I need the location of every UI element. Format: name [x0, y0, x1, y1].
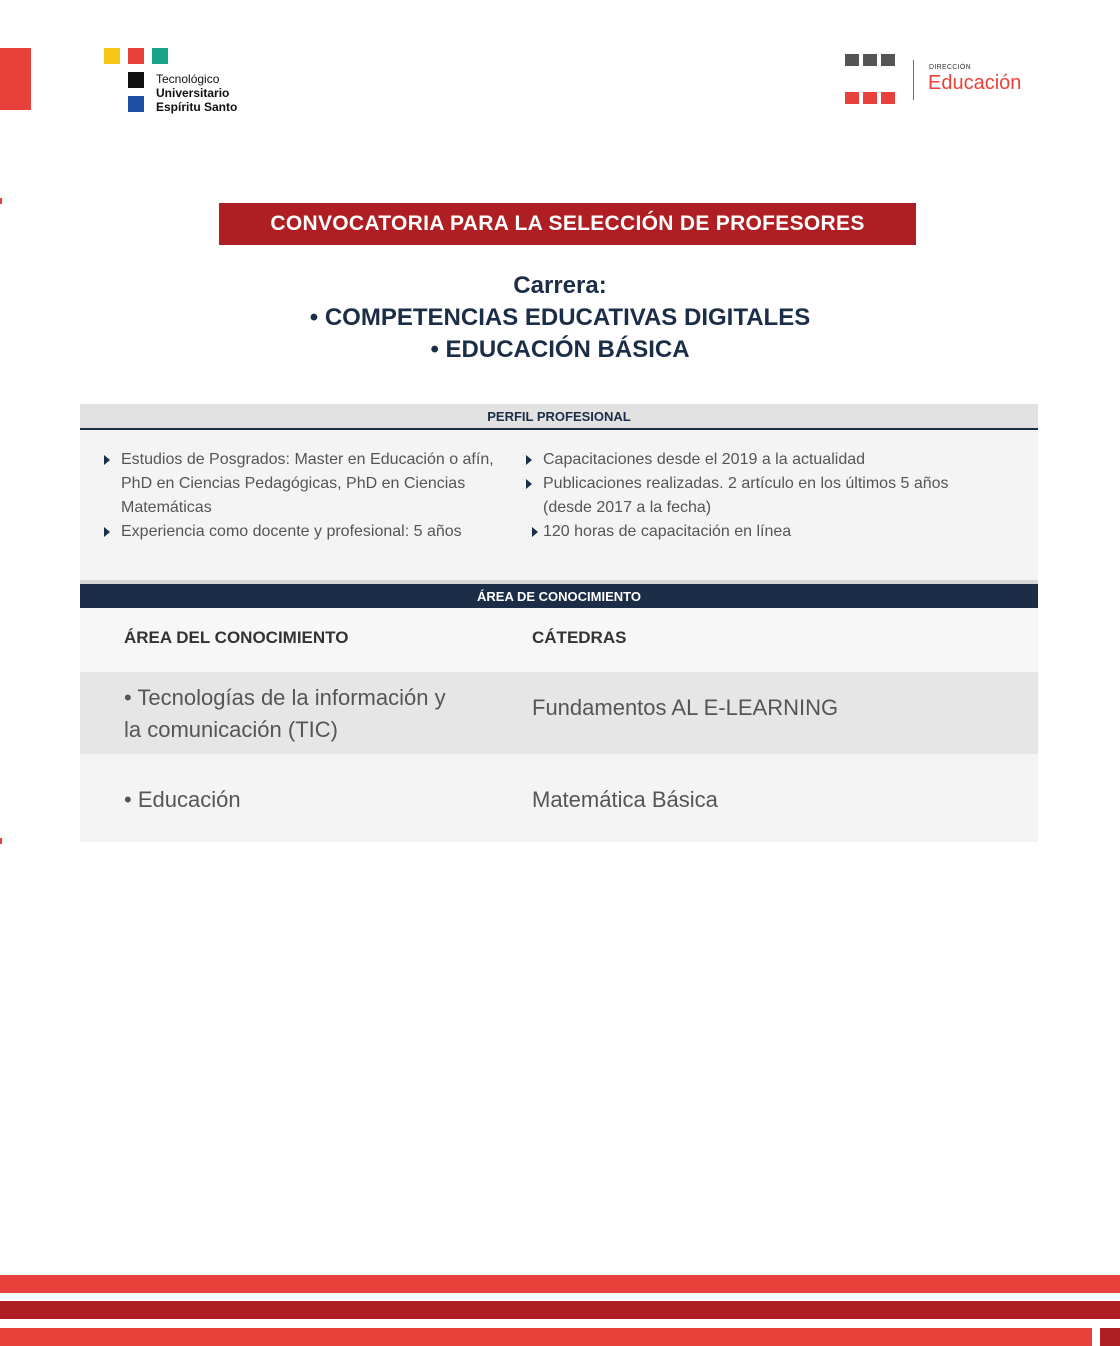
logo-direccion-educacion	[845, 54, 1045, 108]
perfil-item-text: Capacitaciones desde el 2019 a la actualidad	[543, 451, 866, 468]
perfil-right-list	[526, 448, 1006, 544]
arrow-icon	[532, 527, 538, 537]
carrera-item: • COMPETENCIAS EDUCATIVAS DIGITALES	[309, 304, 811, 331]
perfil-item-text: 120 horas de capacitación en línea	[543, 523, 792, 540]
table-row	[80, 672, 1038, 754]
logo-square-red	[881, 92, 895, 104]
logo-tecnologico	[104, 48, 274, 118]
left-edge-mark	[0, 198, 2, 204]
logo-line-1: Tecnológico	[156, 72, 220, 86]
arrow-icon	[526, 479, 532, 489]
logo-text	[156, 72, 237, 114]
footer-stripe-end	[1100, 1328, 1120, 1346]
arrow-icon	[104, 455, 110, 465]
footer-stripe	[0, 1328, 1092, 1346]
footer-stripe	[0, 1275, 1120, 1293]
area-cell: • Educación	[124, 787, 241, 812]
list-item	[104, 520, 504, 544]
logo-square-gray	[845, 54, 859, 66]
perfil-left-list	[104, 448, 504, 544]
logo-direccion-label: DIRECCIÓN	[929, 64, 971, 71]
logo-square-red	[128, 48, 144, 64]
carrera-label: Carrera:	[513, 272, 607, 299]
logo-square-blue	[128, 96, 144, 112]
arrow-icon	[104, 527, 110, 537]
page-title: CONVOCATORIA PARA LA SELECCIÓN DE PROFESORES	[219, 203, 916, 245]
perfil-item-text: Publicaciones realizadas. 2 artículo en los últimos 5 años (desde 2017 a la fecha)	[543, 475, 949, 516]
area-header: ÁREA DE CONOCIMIENTO	[80, 584, 1038, 608]
logo-square-red	[863, 92, 877, 104]
footer-stripe	[0, 1301, 1120, 1319]
table-header-row	[80, 608, 1038, 672]
perfil-body	[80, 430, 1038, 580]
logo-line-3: Espíritu Santo	[156, 100, 238, 114]
list-item	[532, 520, 1012, 544]
logo-square-black	[128, 72, 144, 88]
area-text-line: • Tecnologías de la información y	[124, 685, 446, 710]
left-accent-bar	[0, 48, 31, 110]
list-item	[526, 448, 1006, 472]
logo-square-red	[845, 92, 859, 104]
logo-square-yellow	[104, 48, 120, 64]
catedra-cell: Matemática Básica	[532, 787, 718, 812]
column-header-catedras: CÁTEDRAS	[532, 628, 627, 647]
table-row	[80, 754, 1038, 842]
catedra-cell: Fundamentos AL E-LEARNING	[532, 695, 839, 720]
logo-square-gray	[881, 54, 895, 66]
area-cell	[124, 682, 446, 746]
left-edge-mark	[0, 838, 2, 844]
perfil-header: PERFIL PROFESIONAL	[80, 404, 1038, 430]
perfil-item-text: Estudios de Posgrados: Master en Educación o afín, PhD en Ciencias Pedagógicas, PhD en Ciencias Matemáticas	[121, 451, 494, 516]
area-text-line: la comunicación (TIC)	[124, 717, 338, 742]
list-item	[104, 448, 504, 520]
logo-educacion-label: Educación	[928, 72, 1022, 94]
list-item	[526, 472, 1006, 520]
logo-square-green	[152, 48, 168, 64]
logo-line-2: Universitario	[156, 86, 230, 100]
arrow-icon	[526, 455, 532, 465]
perfil-item-text: Experiencia como docente y profesional: 5 años	[121, 523, 462, 540]
logo-square-gray	[863, 54, 877, 66]
carrera-item: • EDUCACIÓN BÁSICA	[430, 336, 690, 363]
column-header-area: ÁREA DEL CONOCIMIENTO	[124, 628, 349, 647]
logo-divider	[913, 60, 914, 100]
